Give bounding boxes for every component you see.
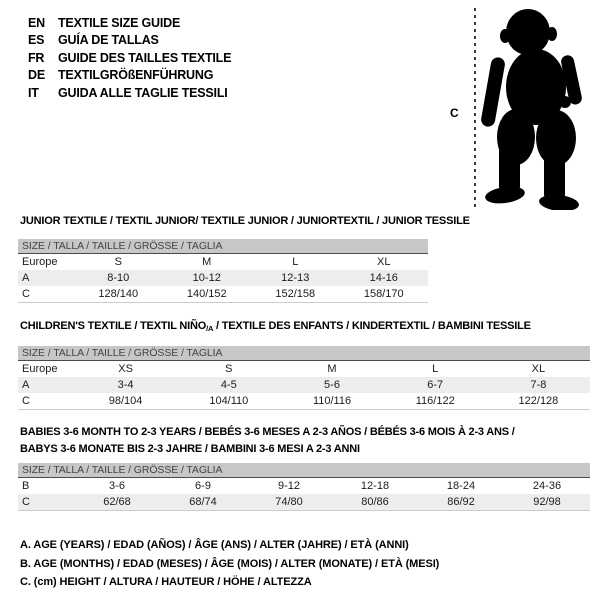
language-code: EN — [28, 15, 45, 30]
babies-table-rows — [18, 477, 590, 511]
childrens-table-rows — [18, 360, 590, 410]
size-cell: 74/80 — [275, 496, 303, 508]
size-cell: 5-6 — [324, 379, 340, 391]
size-cell: 3-6 — [109, 480, 125, 492]
size-cell: 6-9 — [195, 480, 211, 492]
size-cell: 10-12 — [192, 272, 221, 284]
table-row — [18, 393, 590, 410]
row-label: A — [22, 379, 30, 391]
footnote-height-cm: C. (cm) HEIGHT / ALTURA / HAUTEUR / HÖHE / ALTEZZA — [20, 576, 312, 588]
size-cell: XL — [377, 256, 391, 268]
guide-title-it: GUIDA ALLE TAGLIE TESSILI — [58, 85, 228, 100]
measure-footnotes — [20, 536, 439, 592]
row-label: C — [22, 395, 30, 407]
size-cell: 116/122 — [415, 395, 455, 407]
size-cell: XS — [118, 363, 133, 375]
row-label: C — [22, 288, 30, 300]
table-row — [18, 377, 590, 393]
size-cell: L — [432, 363, 439, 375]
size-cell: S — [225, 363, 233, 375]
row-label: B — [22, 480, 30, 492]
table-row — [18, 361, 590, 377]
language-line-en — [28, 14, 231, 32]
childrens-title-suffix: / TEXTILE DES ENFANTS / KINDERTEXTIL / BAMBINI TESSILE — [213, 320, 531, 332]
toddler-silhouette — [481, 5, 593, 210]
size-cell: 3-4 — [117, 379, 134, 391]
childrens-title-prefix: CHILDREN'S TEXTILE / TEXTIL NIÑO — [20, 320, 207, 332]
language-code: IT — [28, 85, 39, 100]
size-cell: 8-10 — [107, 272, 130, 284]
size-cell: 9-12 — [277, 480, 301, 492]
size-cell: 62/68 — [103, 496, 131, 508]
size-cell: 12-13 — [281, 272, 310, 284]
junior-table-rows — [18, 253, 428, 303]
row-label: Europe — [22, 363, 58, 375]
guide-title-en: TEXTILE SIZE GUIDE — [58, 15, 181, 30]
language-line-fr — [28, 49, 231, 67]
size-cell: L — [292, 256, 299, 268]
footnote-age-months: B. AGE (MONTHS) / EDAD (MESES) / ÂGE (MOIS) / ALTER (MONATE) / ETÀ (MESI) — [20, 557, 440, 570]
guide-title-fr: GUIDE DES TAILLES TEXTILE — [58, 50, 232, 65]
height-measure-label: C — [450, 106, 459, 120]
language-code: ES — [28, 33, 45, 48]
table-row — [18, 254, 428, 270]
guide-title-de: TEXTILGRÖßENFÜHRUNG — [58, 68, 214, 83]
size-cell: 18-24 — [446, 480, 476, 492]
size-cell: 7-8 — [530, 379, 547, 391]
size-cell: M — [327, 363, 337, 375]
size-cell: 4-5 — [220, 379, 237, 391]
size-cell: 24-36 — [532, 480, 562, 492]
childrens-table-title — [20, 320, 590, 335]
table-row — [18, 478, 590, 494]
guide-title-es: GUÍA DE TALLAS — [58, 33, 159, 48]
junior-textile-section — [18, 215, 470, 303]
junior-table-title: JUNIOR TEXTILE / TEXTIL JUNIOR/ TEXTILE JUNIOR / JUNIORTEXTIL / JUNIOR TESSILE — [20, 215, 470, 227]
height-dashed-line — [474, 8, 476, 208]
language-line-it — [28, 84, 231, 102]
size-cell: 110/116 — [312, 395, 352, 407]
childrens-title-subscript: /A — [206, 324, 214, 333]
babies-title-line1: BABIES 3-6 MONTH TO 2-3 YEARS / BEBÉS 3-6 MESES A 2-3 AÑOS / BÉBÉS 3-6 MOIS À 2-3 ANS / — [20, 426, 515, 438]
size-cell: 86/92 — [447, 496, 475, 508]
language-code: DE — [28, 68, 45, 83]
size-cell: 158/170 — [363, 288, 404, 300]
table-row — [18, 270, 428, 286]
size-cell: 140/152 — [186, 288, 227, 300]
size-cell: 6-7 — [427, 379, 444, 391]
language-title-list — [28, 14, 231, 102]
size-cell: 152/158 — [275, 288, 316, 300]
row-label: A — [22, 272, 30, 284]
size-cell: 98/104 — [108, 395, 143, 407]
language-code: FR — [28, 50, 45, 65]
table-row — [18, 286, 428, 303]
size-cell: 68/74 — [189, 496, 217, 508]
size-cell: M — [202, 256, 212, 268]
language-line-de — [28, 67, 231, 85]
size-header-bar: SIZE / TALLA / TAILLE / GRÖSSE / TAGLIA — [18, 463, 590, 477]
table-row — [18, 494, 590, 511]
size-cell: 104/110 — [209, 395, 249, 407]
size-cell: XL — [531, 363, 546, 375]
childrens-textile-section — [18, 320, 590, 410]
size-header-bar: SIZE / TALLA / TAILLE / GRÖSSE / TAGLIA — [18, 346, 590, 360]
size-cell: 122/128 — [518, 395, 559, 407]
size-cell: 92/98 — [533, 496, 561, 508]
size-cell: S — [114, 256, 122, 268]
size-header-bar: SIZE / TALLA / TAILLE / GRÖSSE / TAGLIA — [18, 239, 428, 253]
size-cell: 12-18 — [360, 480, 390, 492]
babies-title-line2: BABYS 3-6 MONATE BIS 2-3 JAHRE / BAMBINI 3-6 MESI A 2-3 ANNI — [20, 443, 360, 455]
babies-table-title — [20, 424, 590, 458]
size-cell: 128/140 — [98, 288, 139, 300]
row-label: Europe — [22, 256, 58, 268]
row-label: C — [22, 496, 30, 508]
language-line-es — [28, 32, 231, 50]
size-cell: 14-16 — [369, 272, 398, 284]
babies-textile-section — [18, 424, 590, 511]
size-cell: 80/86 — [361, 496, 389, 508]
footnote-age-years: A. AGE (YEARS) / EDAD (AÑOS) / ÂGE (ANS) / ALTER (JAHRE) / ETÀ (ANNI) — [20, 539, 409, 551]
